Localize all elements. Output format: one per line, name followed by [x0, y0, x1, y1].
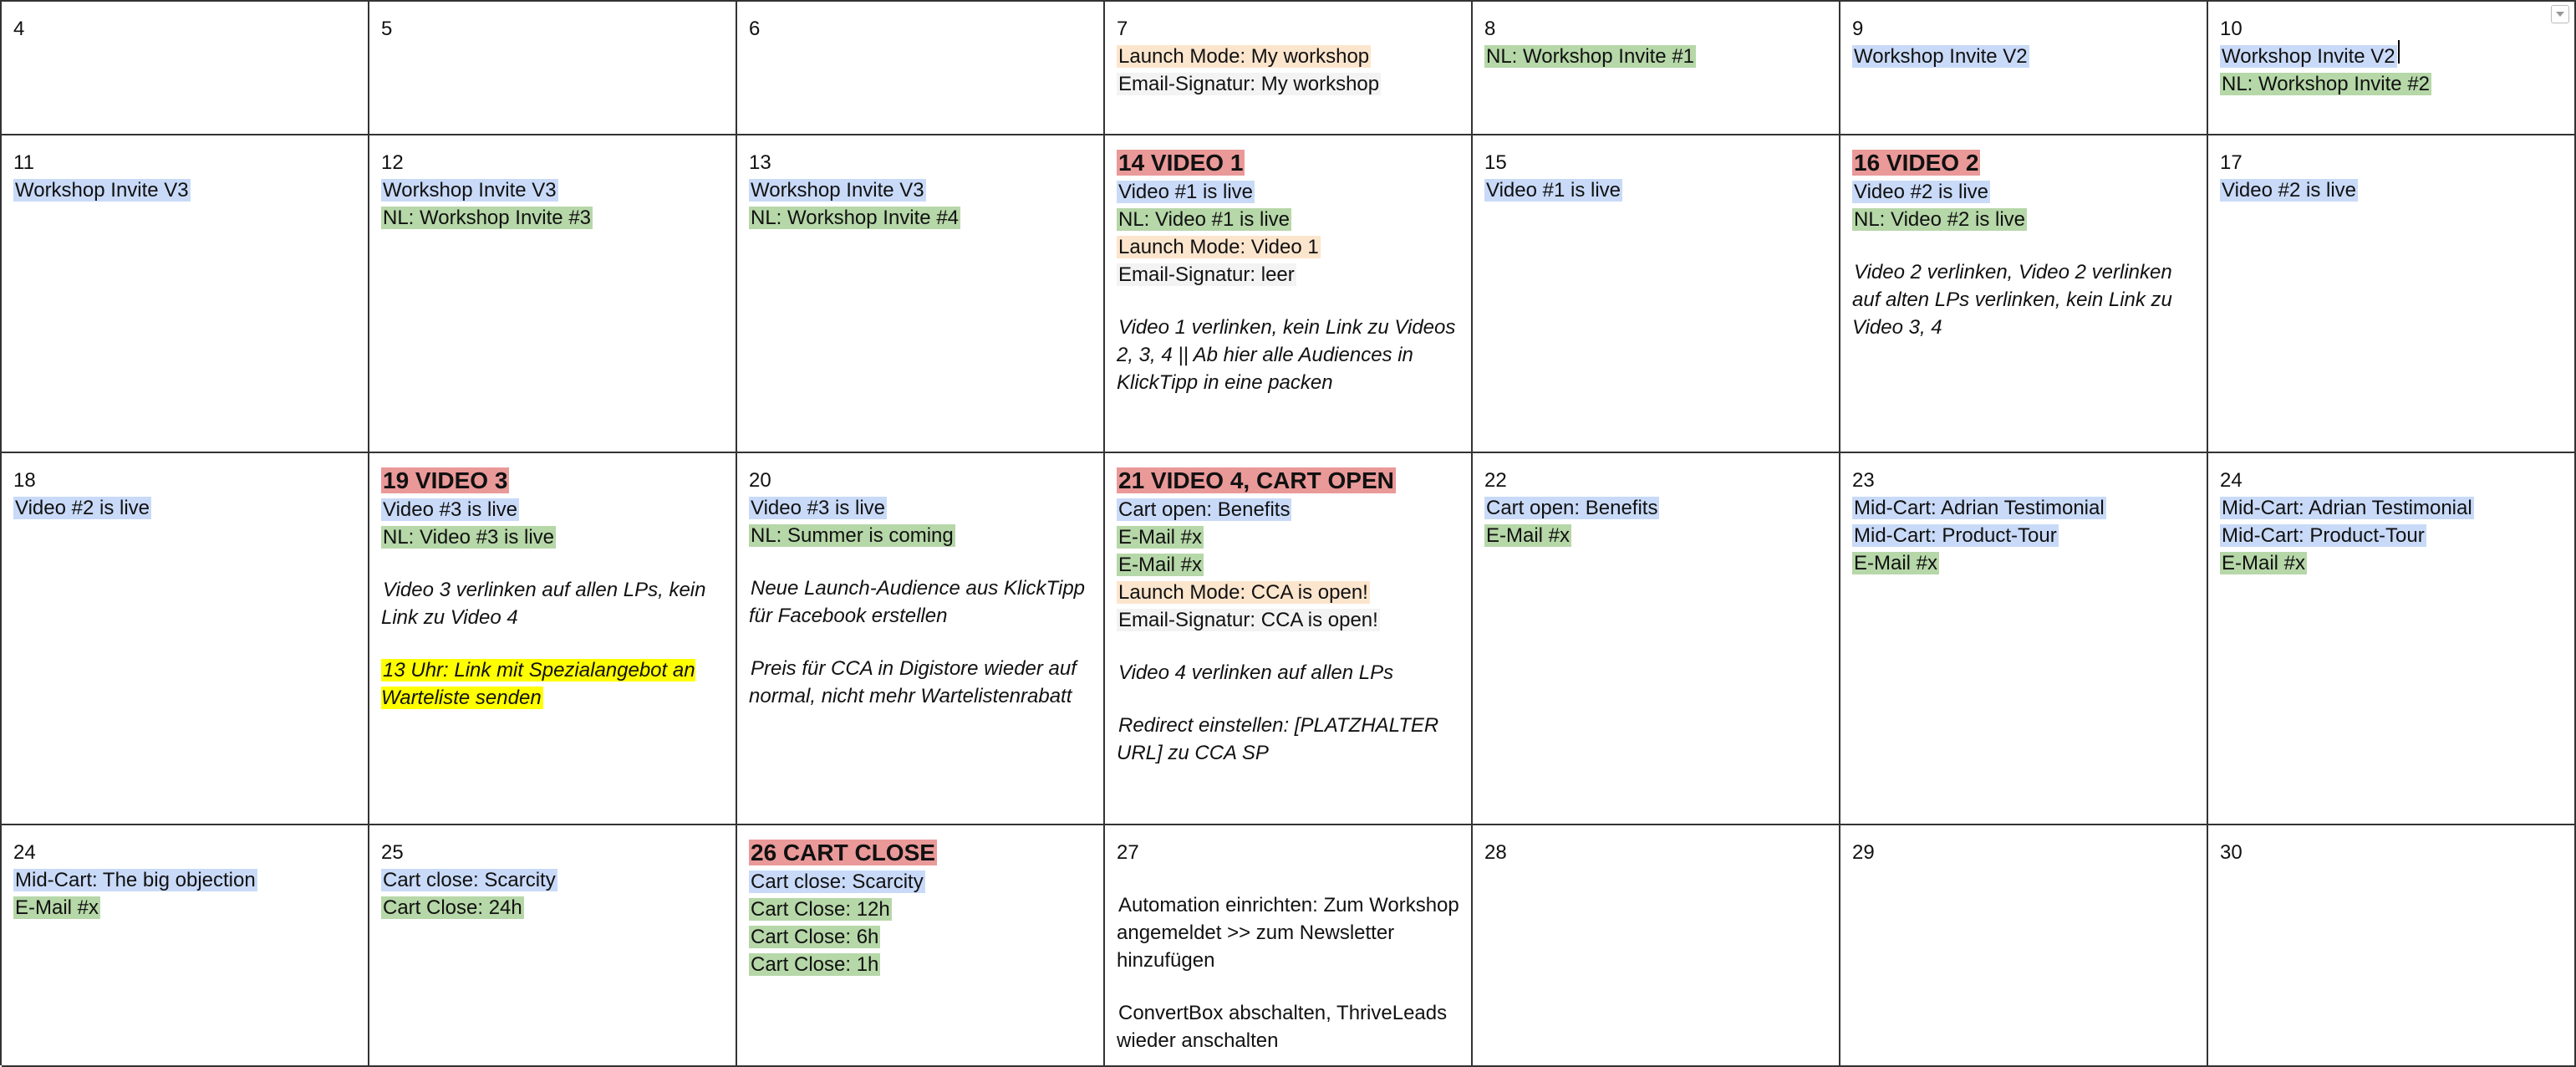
- day-number: 20: [749, 469, 771, 492]
- entry-text: Cart Close: 1h: [751, 953, 879, 976]
- spacer: [1117, 687, 1459, 712]
- day-number: 6: [749, 18, 761, 40]
- event-entry: [13, 894, 356, 922]
- spacer: [1852, 233, 2195, 258]
- note-text: [1117, 314, 1459, 396]
- entry-text: Video #3 is live: [383, 498, 517, 521]
- entry-text: Neue Launch-Audience aus KlickTipp für Facebook erstellen: [749, 577, 1086, 627]
- entry-text: Video 3 verlinken auf allen LPs, kein Link zu Video 4: [381, 579, 706, 629]
- entry-text: Video #1 is live: [1486, 179, 1621, 202]
- entry-text: E-Mail #x: [1118, 554, 1203, 576]
- calendar-cell[interactable]: [1105, 2, 1473, 135]
- entry-text: NL: Video #3 is live: [383, 526, 555, 549]
- entry-text: 14 VIDEO 1: [1118, 150, 1244, 176]
- event-entry: [749, 951, 1092, 978]
- event-entry: [1117, 891, 1459, 974]
- calendar-cell[interactable]: [2208, 453, 2576, 825]
- event-heading: [381, 467, 724, 496]
- event-entry: [13, 494, 356, 522]
- entry-text: 13 Uhr: Link mit Spezialangebot an Warteliste senden: [381, 659, 695, 709]
- entry-text: Cart Close: 12h: [751, 898, 890, 921]
- entry-text: Mid-Cart: Adrian Testimonial: [2222, 497, 2472, 519]
- day-number: 28: [1484, 841, 1507, 864]
- event-entry: [1852, 494, 2195, 522]
- calendar-cell[interactable]: [1473, 2, 1840, 135]
- entry-text: Video #2 is live: [1854, 181, 1988, 203]
- note-text: [381, 656, 724, 712]
- calendar-cell[interactable]: [2, 453, 369, 825]
- entry-text: Cart Close: 6h: [751, 926, 879, 948]
- calendar-cell[interactable]: [1105, 825, 1473, 1067]
- entry-text: Email-Signatur: My workshop: [1118, 73, 1380, 95]
- calendar-cell[interactable]: [737, 135, 1105, 453]
- calendar-cell[interactable]: [369, 135, 737, 453]
- entry-text: 21 VIDEO 4, CART OPEN: [1118, 467, 1394, 493]
- day-number: 8: [1484, 18, 1496, 40]
- note-text: [1117, 659, 1459, 687]
- calendar-cell[interactable]: [2208, 2, 2576, 135]
- note-text: [749, 655, 1092, 710]
- entry-text: Workshop Invite V3: [383, 179, 557, 202]
- event-entry: [1117, 523, 1459, 551]
- entry-text: Cart open: Benefits: [1118, 498, 1291, 521]
- day-number: 7: [1117, 18, 1128, 40]
- entry-text: E-Mail #x: [15, 896, 99, 919]
- day-number: 11: [13, 151, 34, 174]
- spacer: [749, 549, 1092, 574]
- entry-text: Cart close: Scarcity: [751, 870, 924, 893]
- note-text: [381, 576, 724, 631]
- entry-text: Video #1 is live: [1118, 181, 1253, 203]
- entry-text: Email-Signatur: leer: [1118, 263, 1295, 286]
- calendar-cell[interactable]: [1840, 825, 2208, 1067]
- entry-text: E-Mail #x: [1854, 552, 1938, 574]
- day-number: 25: [381, 841, 404, 864]
- entry-text: ConvertBox abschalten, ThriveLeads wieder anschalten: [1117, 1002, 1448, 1052]
- day-number: 12: [381, 151, 404, 174]
- text-cursor: [2398, 40, 2400, 64]
- entry-text: Mid-Cart: Adrian Testimonial: [1854, 497, 2105, 519]
- note-text: [749, 574, 1092, 630]
- entry-text: Video 2 verlinken, Video 2 verlinken auf alten LPs verlinken, kein Link zu Video 3, 4: [1852, 261, 2172, 339]
- calendar-cell[interactable]: [1840, 453, 2208, 825]
- event-heading: [1852, 149, 2195, 178]
- day-number: 18: [13, 469, 36, 492]
- event-entry: [749, 176, 1092, 204]
- spacer: [1117, 974, 1459, 999]
- event-entry: [1117, 261, 1459, 288]
- entry-text: NL: Workshop Invite #1: [1486, 45, 1695, 68]
- entry-text: NL: Summer is coming: [751, 524, 954, 547]
- entry-text: Workshop Invite V3: [751, 179, 924, 202]
- event-heading: [1117, 467, 1459, 496]
- event-heading: [1117, 149, 1459, 178]
- entry-text: Automation einrichten: Zum Workshop angemeldet >> zum Newsletter hinzufügen: [1117, 894, 1459, 972]
- spacer: [381, 551, 724, 576]
- event-entry: [381, 523, 724, 551]
- day-number: 30: [2220, 841, 2243, 864]
- day-number: 24: [2220, 469, 2243, 492]
- entry-text: Email-Signatur: CCA is open!: [1118, 609, 1378, 631]
- entry-text: Preis für CCA in Digistore wieder auf normal, nicht mehr Wartelistenrabatt: [749, 657, 1077, 707]
- calendar-cell[interactable]: [369, 825, 737, 1067]
- event-entry: [1852, 522, 2195, 549]
- calendar-cell[interactable]: [2, 825, 369, 1067]
- entry-text: Mid-Cart: The big objection: [15, 869, 256, 891]
- event-entry: [2220, 43, 2563, 70]
- entry-text: Video #2 is live: [15, 497, 150, 519]
- calendar-cell[interactable]: [1473, 135, 1840, 453]
- entry-text: E-Mail #x: [2222, 552, 2306, 574]
- event-entry: [2220, 176, 2563, 204]
- event-entry: [2220, 549, 2563, 577]
- event-entry: [1852, 206, 2195, 233]
- event-entry: [1484, 522, 1827, 549]
- spacer: [1117, 634, 1459, 659]
- event-entry: [381, 204, 724, 232]
- entry-text: Launch Mode: My workshop: [1118, 45, 1370, 68]
- event-entry: [1852, 178, 2195, 206]
- entry-text: Launch Mode: Video 1: [1118, 236, 1319, 258]
- event-heading: [749, 839, 1092, 868]
- event-entry: [749, 923, 1092, 951]
- entry-text: Cart Close: 24h: [383, 896, 522, 919]
- calendar-cell[interactable]: [1840, 2, 2208, 135]
- event-entry: [381, 894, 724, 922]
- entry-text: 19 VIDEO 3: [383, 467, 508, 493]
- entry-text: NL: Video #2 is live: [1854, 208, 2026, 231]
- entry-text: NL: Workshop Invite #4: [751, 207, 960, 229]
- calendar-cell[interactable]: [1105, 135, 1473, 453]
- event-entry: [2220, 522, 2563, 549]
- entry-text: 16 VIDEO 2: [1854, 150, 1979, 176]
- event-entry: [2220, 70, 2563, 98]
- entry-text: Video #2 is live: [2222, 179, 2356, 202]
- calendar-cell[interactable]: [1105, 453, 1473, 825]
- spacer: [749, 630, 1092, 655]
- entry-text: E-Mail #x: [1486, 524, 1571, 547]
- calendar-cell[interactable]: [737, 825, 1105, 1067]
- spacer: [1117, 866, 1459, 891]
- event-entry: [1117, 178, 1459, 206]
- event-entry: [1117, 579, 1459, 606]
- day-number: 13: [749, 151, 771, 174]
- entry-text: Workshop Invite V3: [15, 179, 189, 202]
- event-entry: [749, 522, 1092, 549]
- entry-text: Video 1 verlinken, kein Link zu Videos 2, 3, 4 || Ab hier alle Audiences in KlickTipp in eine packen: [1117, 316, 1456, 394]
- event-entry: [1117, 233, 1459, 261]
- calendar-cell[interactable]: [1473, 453, 1840, 825]
- event-entry: [1117, 999, 1459, 1054]
- event-entry: [1484, 176, 1827, 204]
- day-number: 9: [1852, 18, 1864, 40]
- spacer: [381, 631, 724, 656]
- event-entry: [1117, 206, 1459, 233]
- day-number: 10: [2220, 18, 2243, 40]
- note-text: [1117, 712, 1459, 767]
- event-entry: [13, 866, 356, 894]
- dropdown-toggle-icon[interactable]: [2551, 5, 2569, 23]
- spacer: [1117, 288, 1459, 314]
- entry-text: Mid-Cart: Product-Tour: [2222, 524, 2425, 547]
- event-entry: [13, 176, 356, 204]
- calendar-cell[interactable]: [369, 453, 737, 825]
- day-number: 4: [13, 18, 25, 40]
- event-entry: [1484, 43, 1827, 70]
- event-entry: [381, 866, 724, 894]
- event-entry: [1117, 606, 1459, 634]
- event-entry: [381, 176, 724, 204]
- event-entry: [1117, 43, 1459, 70]
- event-entry: [749, 204, 1092, 232]
- entry-text: Cart open: Benefits: [1486, 497, 1658, 519]
- calendar-cell[interactable]: [2208, 135, 2576, 453]
- entry-text: NL: Video #1 is live: [1118, 208, 1291, 231]
- note-text: [1852, 258, 2195, 341]
- calendar-cell[interactable]: [1473, 825, 1840, 1067]
- calendar-cell[interactable]: [1840, 135, 2208, 453]
- event-entry: [1484, 494, 1827, 522]
- calendar-cell[interactable]: [2, 135, 369, 453]
- entry-text: Mid-Cart: Product-Tour: [1854, 524, 2057, 547]
- calendar-cell[interactable]: [737, 2, 1105, 135]
- calendar-cell[interactable]: [2208, 825, 2576, 1067]
- entry-text: Video 4 verlinken auf allen LPs: [1118, 661, 1394, 684]
- calendar-cell[interactable]: [737, 453, 1105, 825]
- event-entry: [1117, 551, 1459, 579]
- entry-text: E-Mail #x: [1118, 526, 1203, 549]
- event-entry: [749, 494, 1092, 522]
- entry-text: Workshop Invite V2: [2222, 45, 2395, 68]
- event-entry: [749, 868, 1092, 896]
- entry-text: NL: Workshop Invite #2: [2222, 73, 2431, 95]
- entry-text: NL: Workshop Invite #3: [383, 207, 592, 229]
- event-entry: [749, 896, 1092, 923]
- event-entry: [1117, 70, 1459, 98]
- calendar-cell[interactable]: [369, 2, 737, 135]
- calendar-cell[interactable]: [2, 2, 369, 135]
- day-number: 24: [13, 841, 36, 864]
- day-number: 27: [1117, 841, 1139, 864]
- day-number: 29: [1852, 841, 1875, 864]
- entry-text: 26 CART CLOSE: [751, 840, 935, 865]
- event-entry: [2220, 494, 2563, 522]
- entry-text: Cart close: Scarcity: [383, 869, 556, 891]
- entry-text: Redirect einstellen: [PLATZHALTER URL] zu CCA SP: [1117, 714, 1439, 764]
- event-entry: [1852, 43, 2195, 70]
- event-entry: [381, 496, 724, 523]
- event-entry: [1852, 549, 2195, 577]
- day-number: 15: [1484, 151, 1507, 174]
- day-number: 23: [1852, 469, 1875, 492]
- day-number: 5: [381, 18, 393, 40]
- entry-text: Launch Mode: CCA is open!: [1118, 581, 1368, 604]
- entry-text: Video #3 is live: [751, 497, 885, 519]
- entry-text: Workshop Invite V2: [1854, 45, 2028, 68]
- day-number: 22: [1484, 469, 1507, 492]
- event-entry: [1117, 496, 1459, 523]
- day-number: 17: [2220, 151, 2243, 174]
